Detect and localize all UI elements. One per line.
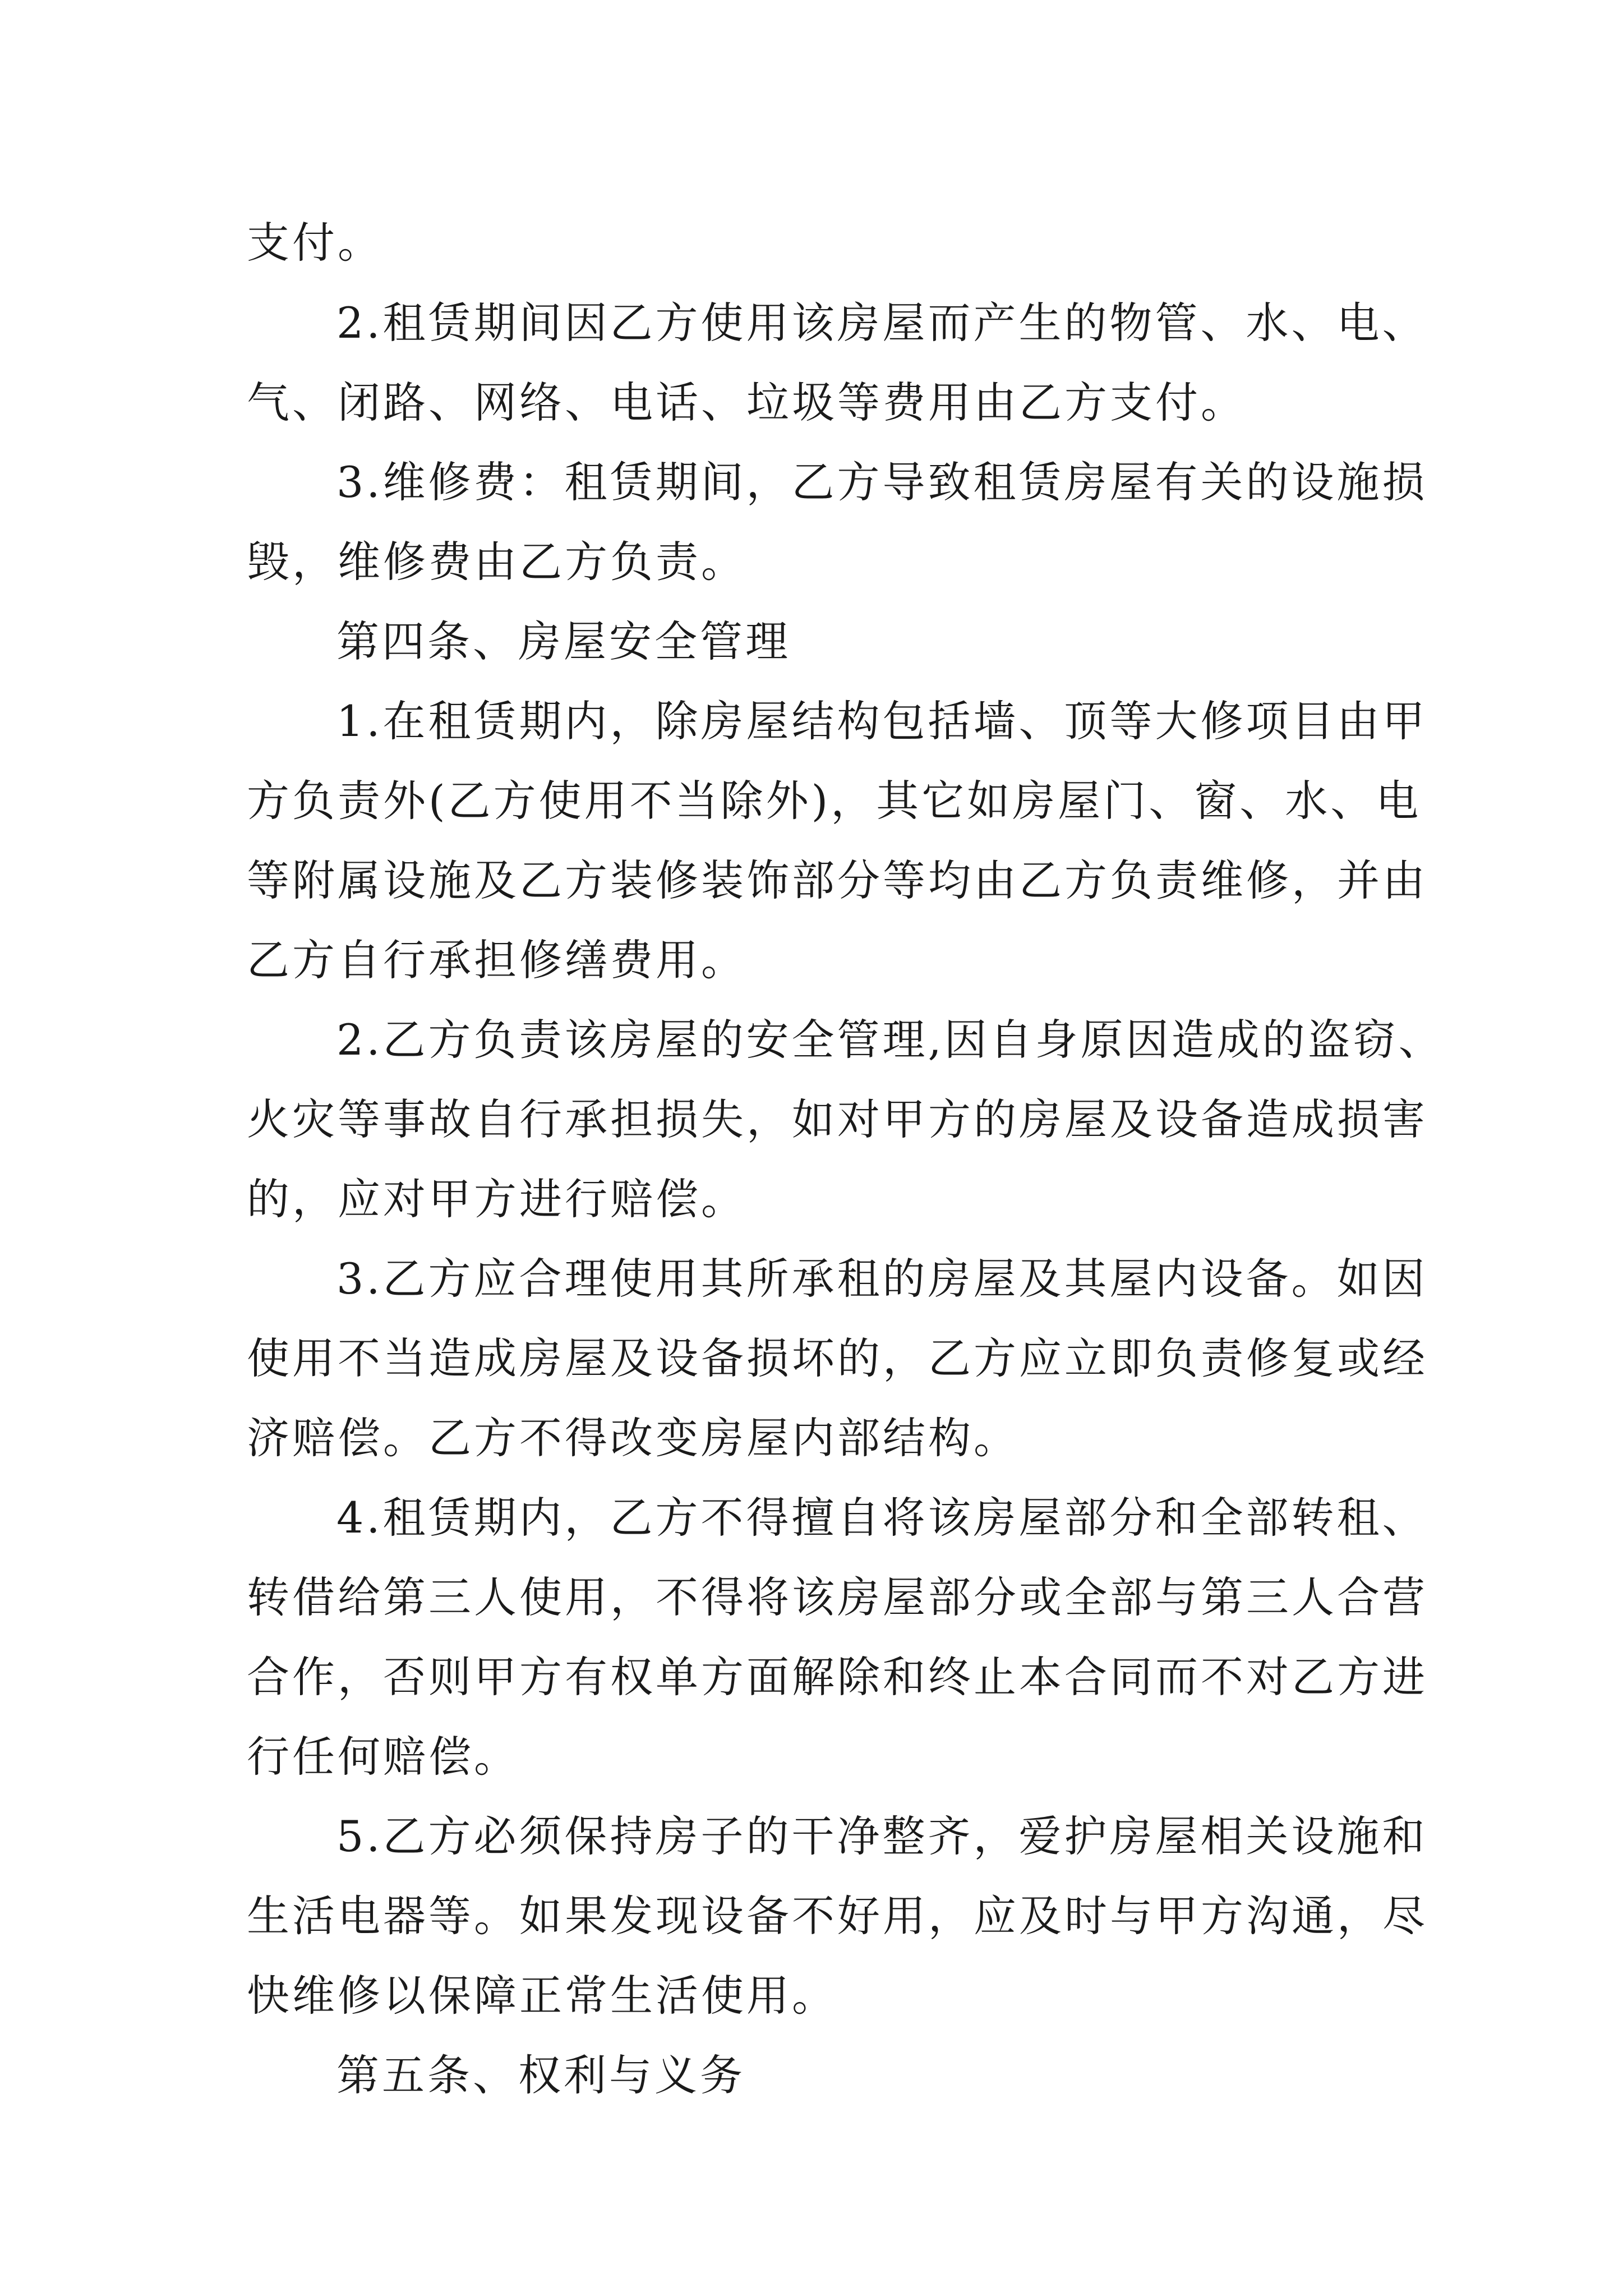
- paragraph-line: 济赔偿。乙方不得改变房屋内部结构。: [247, 1413, 1019, 1463]
- paragraph-line: 3.维修费：租赁期间，乙方导致租赁房屋有关的设施损: [336, 457, 1428, 507]
- paragraph-line: 4.租赁期内，乙方不得擅自将该房屋部分和全部转租、: [336, 1493, 1428, 1543]
- paragraph-line: 2.租赁期间因乙方使用该房屋而产生的物管、水、电、: [336, 298, 1428, 348]
- paragraph-line: 乙方自行承担修缮费用。: [247, 935, 746, 985]
- paragraph-line: 1.在租赁期内，除房屋结构包括墙、顶等大修项目由甲: [336, 696, 1428, 746]
- paragraph-line: 的，应对甲方进行赔偿。: [247, 1174, 746, 1224]
- paragraph-line: 火灾等事故自行承担损失，如对甲方的房屋及设备造成损害: [247, 1094, 1428, 1144]
- section-heading: 第五条、权利与义务: [336, 2050, 745, 2100]
- paragraph-line: 方负责外(乙方使用不当除外)，其它如房屋门、窗、水、电: [247, 776, 1422, 826]
- paragraph-line: 合作，否则甲方有权单方面解除和终止本合同而不对乙方进: [247, 1652, 1428, 1702]
- paragraph-line: 3.乙方应合理使用其所承租的房屋及其屋内设备。如因: [336, 1254, 1428, 1304]
- paragraph-line: 5.乙方必须保持房子的干净整齐，爱护房屋相关设施和: [336, 1811, 1428, 1861]
- section-heading: 第四条、房屋安全管理: [336, 616, 791, 666]
- paragraph-line: 生活电器等。如果发现设备不好用，应及时与甲方沟通，尽: [247, 1891, 1428, 1941]
- paragraph-line: 气、闭路、网络、电话、垃圾等费用由乙方支付。: [247, 378, 1246, 427]
- paragraph-line: 支付。: [247, 218, 383, 268]
- paragraph-line: 转借给第三人使用，不得将该房屋部分或全部与第三人合营: [247, 1572, 1428, 1622]
- paragraph-line: 2.乙方负责该房屋的安全管理,因自身原因造成的盗窃、: [336, 1015, 1444, 1065]
- paragraph-line: 等附属设施及乙方装修装饰部分等均由乙方负责维修，并由: [247, 855, 1428, 905]
- paragraph-line: 行任何赔偿。: [247, 1732, 519, 1782]
- paragraph-line: 快维修以保障正常生活使用。: [247, 1971, 837, 2021]
- paragraph-line: 使用不当造成房屋及设备损坏的，乙方应立即负责修复或经: [247, 1333, 1428, 1383]
- paragraph-line: 毁，维修费由乙方负责。: [247, 537, 746, 587]
